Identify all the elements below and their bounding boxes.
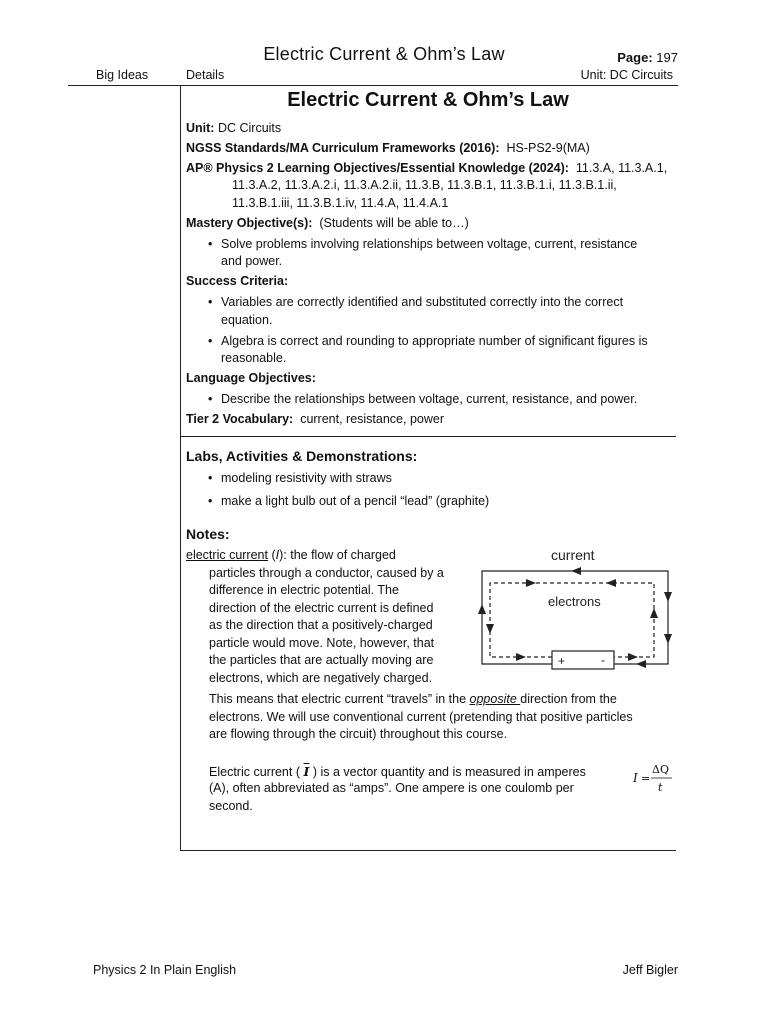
page-value: 197: [656, 50, 678, 65]
arrow-left-icon: [636, 660, 646, 668]
electron-arrows: [486, 579, 658, 661]
bottom-divider: [180, 850, 676, 851]
success-label-text: Success Criteria:: [186, 274, 289, 288]
notes-para3-line2: (A), often abbreviated as “amps”. One ampere is one coulomb per: [209, 781, 574, 795]
notes-definition-line: [186, 547, 396, 565]
unit-label: Unit:: [186, 121, 215, 135]
ngss-label: NGSS Standards/MA Curriculum Frameworks (2016):: [186, 141, 500, 155]
current-formula: [630, 760, 680, 800]
arrow-right-icon: [516, 653, 526, 661]
column-details: Details: [186, 68, 225, 82]
ap-label: AP® Physics 2 Learning Objectives/Essential Knowledge (2024):: [186, 161, 569, 175]
para2-text: This means that electric current “travels” in the: [209, 692, 470, 706]
success-label: [186, 273, 288, 289]
notes-line: particles through a conductor, caused by a: [209, 566, 444, 580]
success-bullet-1-cont: equation.: [221, 313, 273, 327]
current-label: current: [551, 547, 595, 563]
ap-line-2: 11.3.A.2, 11.3.A.2.i, 11.3.A.2.ii, 11.3.B, 11.3.B.1, 11.3.B.1.i, 11.3.B.1.ii,: [232, 178, 617, 192]
ngss-line: [186, 140, 590, 156]
ap-line-3: 11.3.B.1.iii, 11.3.B.1.iv, 11.4.A, 11.4.A.1: [232, 196, 449, 210]
opposite-emphasis: opposite: [469, 692, 521, 706]
para3-text-end: ) is a vector quantity and is measured in amperes: [312, 765, 586, 779]
arrow-right-icon: [526, 579, 536, 587]
term-paren-close: ):: [279, 548, 287, 562]
formula-equals: =: [641, 772, 651, 785]
arrow-left-icon: [571, 567, 581, 575]
vector-current-symbol: $\overline{I}$: [303, 764, 310, 779]
circuit-diagram: [476, 544, 676, 674]
tier2-label: Tier 2 Vocabulary:: [186, 412, 294, 426]
notes-para2-line1: [209, 691, 617, 709]
arrow-left-icon: [606, 579, 616, 587]
para2-text-end: direction from the: [520, 692, 617, 706]
notes-line: direction of the electric current is defined: [209, 601, 434, 615]
current-symbol: I: [275, 548, 280, 562]
language-label: [186, 370, 316, 386]
battery-plus: +: [558, 654, 566, 668]
arrow-up-icon: [478, 604, 486, 614]
notes-para3-line3: second.: [209, 799, 253, 813]
notes-para2-line3: are flowing through the circuit) throughout this course.: [209, 727, 508, 741]
bullet-glyph: •: [208, 494, 213, 508]
ap-value: 11.3.A, 11.3.A.1,: [575, 161, 668, 175]
formula-denominator: t: [658, 781, 663, 794]
mastery-label: Mastery Objective(s):: [186, 216, 313, 230]
page-label: Page:: [617, 50, 653, 65]
electrons-label: electrons: [548, 594, 601, 609]
header-title: Electric Current & Ohm’s Law: [263, 44, 505, 64]
mastery-bullet-cont: and power.: [221, 254, 283, 268]
lab-item-1: modeling resistivity with straws: [221, 471, 392, 485]
bullet-glyph: •: [208, 392, 213, 406]
lab-item-2: make a light bulb out of a pencil “lead” (graphite): [221, 494, 490, 508]
para3-text: Electric current (: [209, 765, 300, 779]
success-bullet-1: Variables are correctly identified and substituted correctly into the correct: [221, 295, 624, 309]
success-bullet-2: Algebra is correct and rounding to appropriate number of significant figures is: [221, 334, 648, 348]
footer-author: Jeff Bigler: [622, 963, 678, 977]
notes-line: electrons, which are negatively charged.: [209, 671, 433, 685]
header-unit: Unit: DC Circuits: [580, 68, 673, 82]
battery-minus: -: [601, 653, 605, 667]
mastery-line: [186, 215, 469, 231]
bullet-glyph: •: [208, 295, 213, 309]
unit-line: [186, 120, 281, 136]
bullet-glyph: •: [208, 471, 213, 485]
notes-para3-line1: [209, 763, 586, 782]
notes-line: difference in electric potential. The: [209, 583, 399, 597]
notes-line: the particles that are actually moving are: [209, 653, 434, 667]
arrow-right-icon: [628, 653, 638, 661]
tier2-line: [186, 411, 444, 427]
mastery-value: (Students will be able to…): [319, 216, 469, 230]
term-paren-open: (: [267, 548, 276, 562]
ngss-value: HS-PS2-9(MA): [506, 141, 590, 155]
arrow-down-icon: [664, 634, 672, 644]
current-loop: [482, 571, 668, 664]
column-divider: [180, 86, 181, 851]
labs-heading: Labs, Activities & Demonstrations:: [186, 448, 418, 464]
ap-line: [186, 160, 667, 176]
notes-line: as the direction that a positively-charged: [209, 618, 433, 632]
notes-heading: Notes:: [186, 526, 230, 542]
mastery-bullet: Solve problems involving relationships between voltage, current, resistance: [221, 237, 638, 251]
header-divider: [68, 85, 678, 86]
formula-numerator: ΔQ: [652, 763, 669, 776]
definition-text: the flow of charged: [286, 548, 396, 562]
notes-line: particle would move. Note, however, that: [209, 636, 435, 650]
term-electric-current: electric current: [186, 548, 268, 562]
footer-book-title: Physics 2 In Plain English: [93, 963, 237, 977]
page-title: Electric Current & Ohm’s Law: [287, 89, 569, 111]
notes-para2-line2: electrons. We will use conventional current (pretending that positive particles: [209, 710, 633, 724]
arrow-down-icon: [486, 624, 494, 634]
bullet-glyph: •: [208, 237, 213, 251]
unit-value: DC Circuits: [217, 121, 282, 135]
bullet-glyph: •: [208, 334, 213, 348]
tier2-value: current, resistance, power: [300, 412, 444, 426]
success-bullet-2-cont: reasonable.: [221, 351, 287, 365]
column-big-ideas: Big Ideas: [96, 68, 149, 82]
section-divider: [180, 436, 676, 437]
language-label-text: Language Objectives:: [186, 371, 316, 385]
page-number: [617, 50, 678, 65]
language-bullet: Describe the relationships between voltage, current, resistance, and power.: [221, 392, 638, 406]
arrow-up-icon: [650, 608, 658, 618]
formula-lhs: I: [633, 771, 638, 785]
battery-symbol: [552, 651, 614, 669]
arrow-down-icon: [664, 592, 672, 602]
